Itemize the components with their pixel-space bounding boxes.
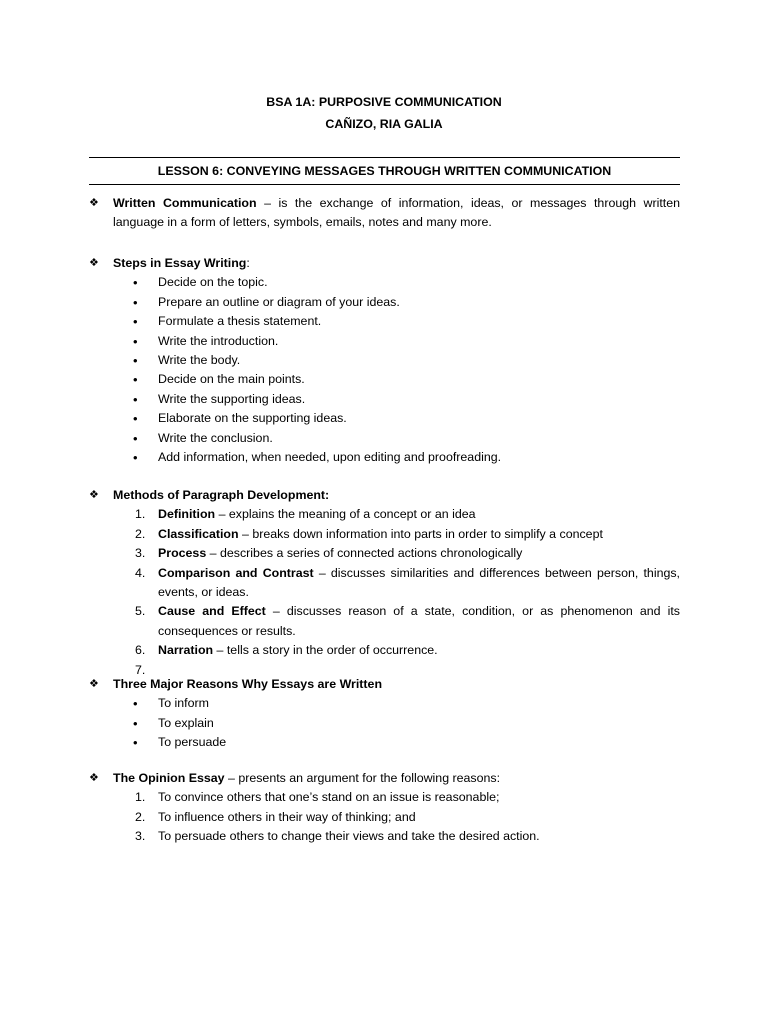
method-desc: – discusses reason of a state, condition, or as phenomenon and its consequences or results. xyxy=(158,604,681,638)
item-number: 3. xyxy=(135,829,146,844)
list-item: • Decide on the topic. xyxy=(89,273,680,292)
item-number: 2. xyxy=(135,809,146,824)
diamond-bullet-icon: ❖ xyxy=(89,197,99,209)
item-number: 4. xyxy=(135,565,146,580)
methods-title: Methods of Paragraph Development: xyxy=(113,488,330,502)
lesson-title: LESSON 6: CONVEYING MESSAGES THROUGH WRITTEN COMMUNICATION xyxy=(157,164,612,178)
item-number: 2. xyxy=(135,526,146,541)
list-item xyxy=(89,525,680,544)
list-item xyxy=(89,788,680,807)
method-desc: – describes a series of connected actions chronologically xyxy=(206,546,523,561)
method-desc: – tells a story in the order of occurrence. xyxy=(213,643,438,658)
section-steps xyxy=(89,254,680,467)
method-term: Classification xyxy=(158,526,239,541)
steps-list xyxy=(89,273,680,467)
method-desc: – discusses similarities and differences between person, things, events, or ideas. xyxy=(158,565,680,600)
item-number: 1. xyxy=(135,790,146,805)
reasons-list xyxy=(89,694,680,752)
list-item xyxy=(89,564,680,603)
item-number: 7. xyxy=(135,662,146,677)
list-item xyxy=(89,827,680,846)
written-communication-definition: – is the exchange of information, ideas, or messages through written language in a form of letters, symbols, emails, notes and many more. xyxy=(113,196,681,230)
item-number: 1. xyxy=(135,507,146,522)
list-item: • To persuade xyxy=(89,733,680,752)
item-number: 5. xyxy=(135,604,146,619)
opinion-list xyxy=(89,788,680,846)
opinion-item-text: To convince others that one’s stand on an issue is reasonable; xyxy=(158,790,500,805)
method-desc: – breaks down information into parts in order to simplify a concept xyxy=(238,526,603,541)
top-rule xyxy=(89,157,680,158)
steps-colon: : xyxy=(246,256,250,270)
diamond-bullet-icon: ❖ xyxy=(89,678,99,690)
diamond-bullet-icon: ❖ xyxy=(89,257,99,269)
method-term: Definition xyxy=(158,507,216,522)
written-communication-term: Written Communication xyxy=(113,196,257,210)
reasons-title: Three Major Reasons Why Essays are Written xyxy=(113,677,383,691)
item-number: 6. xyxy=(135,643,146,658)
list-item xyxy=(89,641,680,660)
bottom-rule xyxy=(89,184,680,185)
method-term: Cause and Effect xyxy=(158,604,266,619)
list-item xyxy=(89,808,680,827)
opinion-item-text: To influence others in their way of thinking; and xyxy=(158,809,416,824)
list-item: • Prepare an outline or diagram of your ideas. xyxy=(89,293,680,312)
list-item xyxy=(89,505,680,524)
list-item: • Add information, when needed, upon editing and proofreading. xyxy=(89,448,680,467)
list-item: • Write the body. xyxy=(89,351,680,370)
method-term: Comparison and Contrast xyxy=(158,565,314,580)
method-term: Process xyxy=(158,546,207,561)
opinion-desc: – presents an argument for the following reasons: xyxy=(224,771,501,785)
list-item: • To inform xyxy=(89,694,680,713)
list-item: • Write the conclusion. xyxy=(89,429,680,448)
diamond-bullet-icon: ❖ xyxy=(89,772,99,784)
opinion-term: The Opinion Essay xyxy=(113,771,225,785)
list-item xyxy=(89,602,680,641)
section-opinion-essay xyxy=(89,769,680,847)
section-written-communication xyxy=(89,194,680,233)
methods-list xyxy=(89,505,680,680)
section-methods xyxy=(89,486,680,680)
list-item: • Decide on the main points. xyxy=(89,370,680,389)
list-item: • Elaborate on the supporting ideas. xyxy=(89,409,680,428)
list-item: • Write the supporting ideas. xyxy=(89,390,680,409)
course-title: BSA 1A: PURPOSIVE COMMUNICATION xyxy=(266,95,502,109)
diamond-bullet-icon: ❖ xyxy=(89,489,99,501)
method-term: Narration xyxy=(158,643,214,658)
list-item: • Formulate a thesis statement. xyxy=(89,312,680,331)
opinion-item-text: To persuade others to change their views and take the desired action. xyxy=(158,829,540,844)
student-name: CAÑIZO, RIA GALIA xyxy=(325,117,443,131)
list-item xyxy=(89,544,680,563)
list-item: • To explain xyxy=(89,714,680,733)
list-item: • Write the introduction. xyxy=(89,332,680,351)
item-number: 3. xyxy=(135,546,146,561)
section-reasons xyxy=(89,675,680,753)
steps-title: Steps in Essay Writing xyxy=(113,256,247,270)
method-desc: – explains the meaning of a concept or an idea xyxy=(215,507,476,522)
